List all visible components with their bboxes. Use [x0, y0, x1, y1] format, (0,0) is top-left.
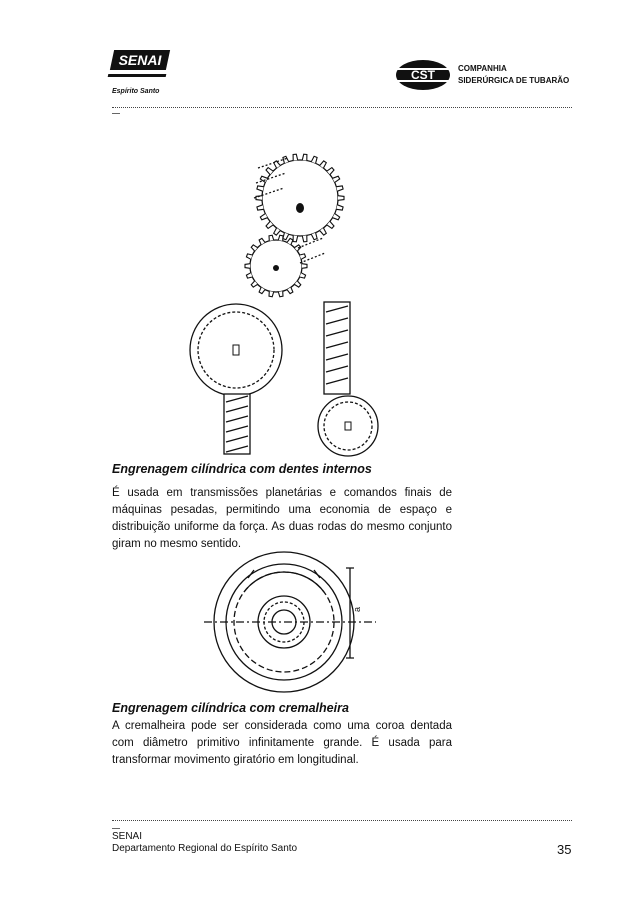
company-name-line1: COMPANHIA [458, 64, 507, 73]
senai-logo-text: SENAI [118, 52, 162, 68]
senai-logo [110, 50, 170, 70]
gear-tooth [336, 186, 343, 191]
cst-logo-text: CST [411, 68, 435, 82]
gear-tooth [302, 264, 307, 269]
gear-tooth [293, 154, 298, 160]
gear-tooth [245, 264, 250, 269]
gear-tooth [269, 291, 274, 297]
gear-tooth [257, 186, 264, 191]
gear-tooth [278, 235, 283, 241]
section-title-rack: Engrenagem cilíndrica com cremalheira [112, 701, 349, 715]
gear-tooth [257, 205, 264, 210]
footer-organization: SENAI [112, 831, 143, 842]
gear-over-rack [190, 304, 282, 396]
company-name-line2: SIDERÚRGICA DE TUBARÃO [458, 76, 570, 85]
gear-tooth [278, 291, 283, 297]
gear-rack-pairs-illustration [180, 298, 400, 458]
logo-underline [108, 74, 167, 77]
header-mark [112, 113, 120, 114]
footer-mark [112, 828, 120, 829]
gear-tooth [302, 154, 307, 160]
header-divider [112, 107, 572, 108]
cst-logo [394, 58, 452, 92]
gear-tooth [338, 196, 344, 201]
dimension-label: a [352, 606, 362, 612]
gear-tooth [293, 235, 298, 241]
gear-tooth [302, 235, 307, 241]
gear-tooth [269, 235, 274, 241]
footer-divider [112, 820, 572, 821]
section-body-rack: A cremalheira pode ser considerada como uma coroa dentada com diâmetro primitivo infinitamente grande. É usada para transformar movimento giratório em longitudinal. [112, 720, 452, 766]
section-title-internal-teeth: Engrenagem cilíndrica com dentes internos [112, 462, 372, 476]
page-number: 35 [557, 842, 572, 857]
gear-tooth [336, 205, 343, 210]
gear-beside-rack [318, 396, 378, 456]
state-label: Espírito Santo [112, 88, 160, 95]
large-helical-gear [256, 154, 344, 242]
helical-gears-illustration [228, 128, 348, 308]
small-helical-gear [245, 235, 307, 297]
footer-department: Departamento Regional do Espírito Santo [112, 843, 298, 854]
vertical-rack-left [224, 394, 250, 454]
section-body-internal-teeth: É usada em transmissões planetárias e comandos finais de máquinas pesadas, permitindo uma economia de espaço e distribuição uniforme da força. As duas rodas do mesmo conjunto giram no mesmo sentido. [112, 487, 452, 550]
internal-gear-illustration [200, 548, 380, 696]
